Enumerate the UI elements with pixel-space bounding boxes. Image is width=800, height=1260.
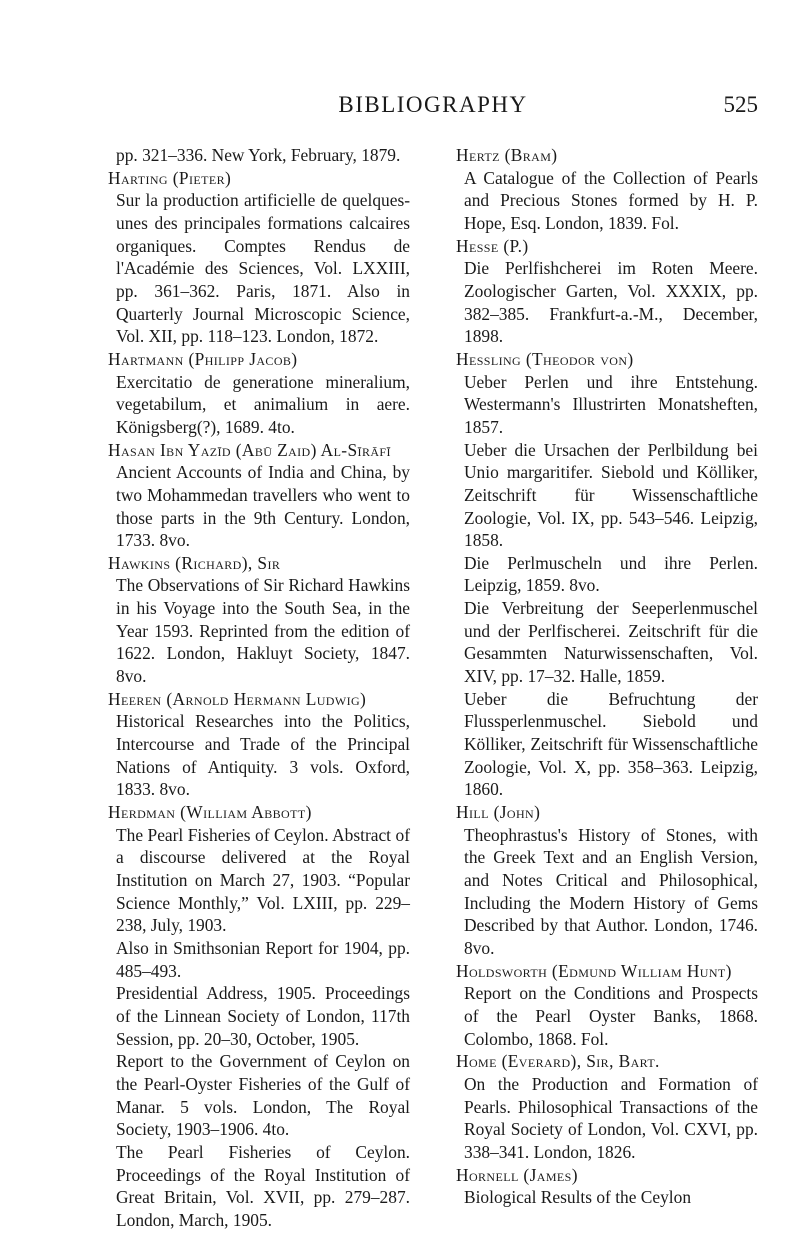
entry-citation: Ancient Accounts of India and China, by two Mohammedan travellers who went to those parts in the 9th Century. London, 1733. 8vo. xyxy=(116,462,410,551)
entry-citation: Theophrastus's History of Stones, with the Greek Text and an English Version, and Notes Critical and Philosophical, Including the Modern History of Gems Described by that Author. London, 1746. 8vo. xyxy=(464,824,758,958)
entry-citation: Die Perlmuscheln und ihre Perlen. Leipzig, 1859. 8vo. xyxy=(464,552,758,596)
entry-citation: Report to the Government of Ceylon on the Pearl-Oyster Fisheries of the Gulf of Manar. 5 vols. London, The Royal Society, 1903–1906. 4to. xyxy=(116,1051,410,1140)
entry-citation: The Pearl Fisheries of Ceylon. Abstract of a discourse delivered at the Royal Institution on March 27, 1903. “Popular Science Monthly,” Vol. LXIII, pp. 229–238, July, 1903. xyxy=(116,824,410,936)
continuation-text: pp. 321–336. New York, February, 1879. xyxy=(116,145,401,165)
entry-citation: Report on the Conditions and Prospects of the Pearl Oyster Banks, 1868. Colombo, 1868. Fol. xyxy=(464,983,758,1049)
right-column xyxy=(456,144,758,1209)
entry-citation: On the Production and Formation of Pearls. Philosophical Transactions of the Royal Society of London, Vol. CXVI, pp. 338–341. London, 1826. xyxy=(464,1073,758,1162)
entry-heading: Hessling (Theodor von) xyxy=(456,348,634,369)
entry-citation: The Pearl Fisheries of Ceylon. Proceedings of the Royal Institution of Great Britain, Vol. XVII, pp. 279–287. London, March, 1905. xyxy=(116,1141,410,1230)
entry-citation: Historical Researches into the Politics, Intercourse and Trade of the Principal Nations of Antiquity. 3 vols. Oxford, 1833. 8vo. xyxy=(116,711,410,800)
entry-heading: Hasan Ibn Yazīd (Abū Zaid) Al-Sīrāfī xyxy=(108,439,391,460)
entry-citation: Die Perlfishcherei im Roten Meere. Zoologischer Garten, Vol. XXXIX, pp. 382–385. Frankfurt-a.-M., December, 1898. xyxy=(464,258,758,347)
entry-heading: Herdman (William Abbott) xyxy=(108,802,312,823)
entry-citation: Presidential Address, 1905. Proceedings of the Linnean Society of London, 117th Session, pp. 20–30, October, 1905. xyxy=(116,983,410,1049)
entry-citation: Ueber die Ursachen der Perlbildung bei Unio margaritifer. Siebold und Kölliker, Zeitschrift für Wissenschaftliche Zoologie, Vol. IX, pp. 543–546. Leipzig, 1858. xyxy=(464,439,758,551)
entry-heading: Home (Everard), Sir, Bart. xyxy=(456,1051,660,1072)
entry-citation: The Observations of Sir Richard Hawkins in his Voyage into the South Sea, in the Year 1593. Reprinted from the edition of 1622. London, Hakluyt Society, 1847. 8vo. xyxy=(116,575,410,687)
entry-heading: Hertz (Bram) xyxy=(456,145,558,165)
entry-heading: Harting (Pieter) xyxy=(108,167,232,188)
entry-heading: Hartmann (Philipp Jacob) xyxy=(108,348,298,369)
entry-citation: Ueber Perlen und ihre Entstehung. Westermann's Illustrirten Monatsheften, 1857. xyxy=(464,371,758,437)
entry-heading: Holdsworth (Edmund William Hunt) xyxy=(456,960,732,981)
entry-heading: Hornell (James) xyxy=(456,1164,578,1185)
entry-citation: A Catalogue of the Collection of Pearls and Precious Stones formed by H. P. Hope, Esq. London, 1839. Fol. xyxy=(464,167,758,233)
page-number: 525 xyxy=(723,92,758,117)
entry-citation: Biological Results of the Ceylon xyxy=(464,1187,692,1208)
entry-citation: Die Verbreitung der Seeperlenmuschel und der Perlfischerei. Zeitschrift für die Gesammten Naturwissenschaften, Vol. XIV, pp. 17–32. Halle, 1859. xyxy=(464,598,758,687)
running-title: BIBLIOGRAPHY xyxy=(338,92,528,117)
entry-citation: Exercitatio de generatione mineralium, vegetabilum, et animalium in aere. Königsberg(?), 1689. 4to. xyxy=(116,371,410,437)
entry-citation: Sur la production artificielle de quelques-unes des principales formations calcaires organiques. Comptes Rendus de l'Académie des Sciences, Vol. LXXIII, pp. 361–362. Paris, 1871. Also in Quarterly Journal Microscopic Science, Vol. XII, pp. 118–123. London, 1872. xyxy=(116,190,410,347)
left-column xyxy=(108,144,410,1232)
entry-heading: Hesse (P.) xyxy=(456,235,529,256)
entry-heading: Heeren (Arnold Hermann Ludwig) xyxy=(108,688,367,709)
entry-heading: Hawkins (Richard), Sir xyxy=(108,552,281,573)
entry-heading: Hill (John) xyxy=(456,802,541,823)
entry-citation: Also in Smithsonian Report for 1904, pp. 485–493. xyxy=(116,937,410,981)
entry-citation: Ueber die Befruchtung der Flussperlenmuschel. Siebold und Kölliker, Zeitschrift für Wissenschaftliche Zoologie, Vol. X, pp. 358–363. Leipzig, 1860. xyxy=(464,688,758,800)
running-head xyxy=(108,92,758,122)
